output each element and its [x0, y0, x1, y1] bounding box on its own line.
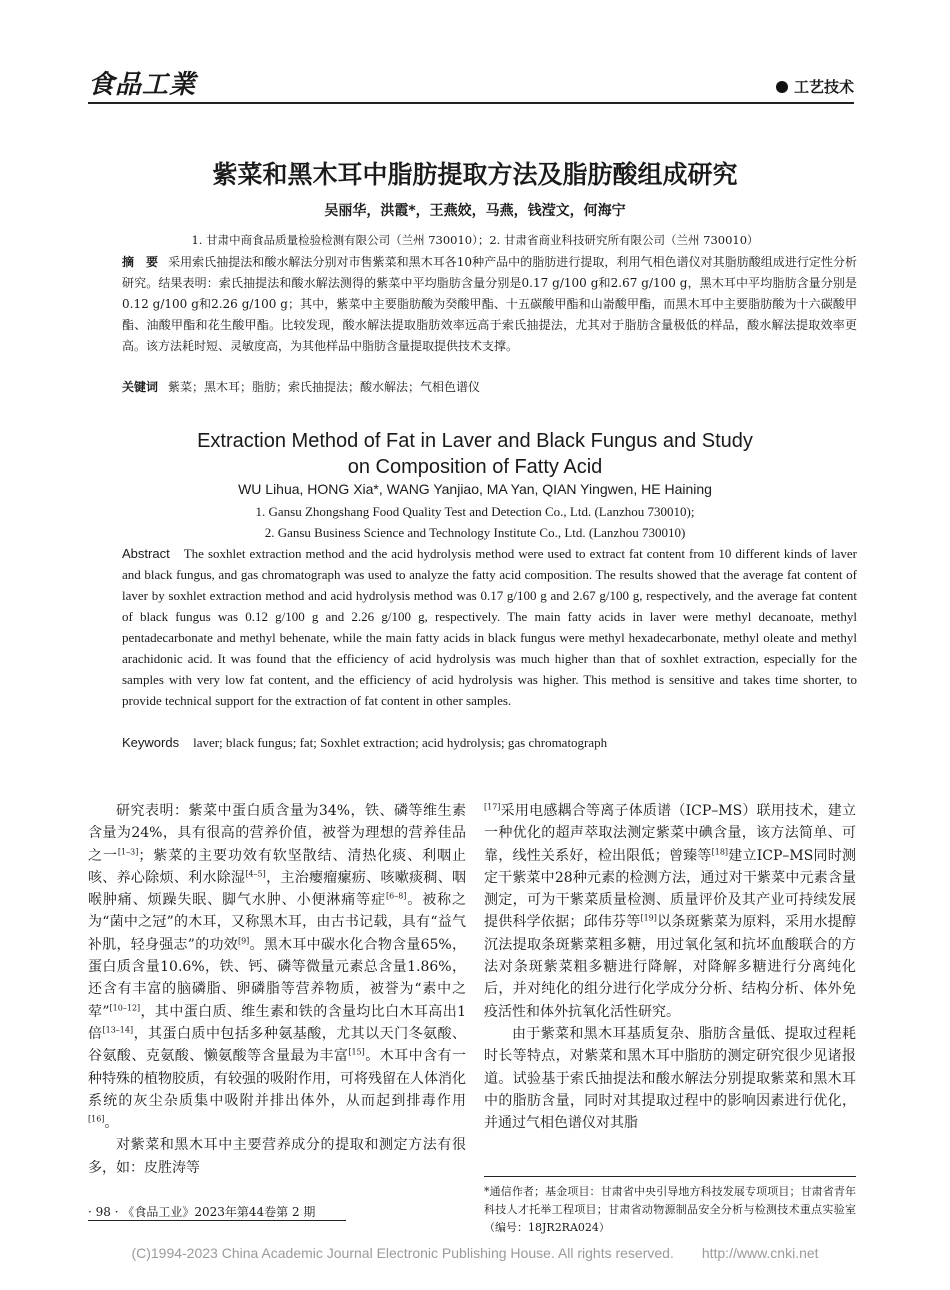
affil-en-2: 2. Gansu Business Science and Technology Institute Co., Ltd. (Lanzhou 730010) — [264, 525, 686, 540]
authors: 吴丽华，洪霞*，王燕姣，马燕，钱滢文，何海宁 — [324, 203, 626, 219]
citation: [6–8] — [385, 891, 407, 901]
footer-rule — [88, 1220, 346, 1221]
journal-logo: 食品工業 — [88, 70, 197, 100]
body-column-left — [88, 800, 466, 1179]
body-paragraph: 研究表明：紫菜中蛋白质含量为34%，铁、磷等维生素含量为24%，具有很高的营养价值，被誉为理想的营养佳品之一[1–3]；紫菜的主要功效有软坚散结、清热化痰、利咽止咳、养心除烦、利水除湿[4–5]，主治瘿瘤瘰疬、咳嗽痰稠、咽喉肿痛、烦躁失眠、脚气水肿、小便淋痛等症[6–8]。被称之为“菌中之冠”的木耳，又称黑木耳，由古书记载，具有“益气补肌，轻身强志”的功效[9]。黑木耳中碳水化合物含量65%，蛋白质含量10.6%，铁、钙、磷等微量元素总含量1.86%，还含有丰富的脑磷脂、卵磷脂等营养物质，被誉为“素中之荤”[10–12]，其中蛋白质、维生素和铁的含量均比白木耳高出1倍[13–14]，其蛋白质中包括多种氨基酸，尤其以天门冬氨酸、谷氨酸、克氨酸、懒氨酸等含量最为丰富[15]。木耳中含有一种特殊的植物胶质，有较强的吸附作用，可将残留在人体消化系统的灰尘杂质集中吸附并排出体外，从而起到排毒作用[16]。 — [88, 803, 467, 1132]
title-en-line2: on Composition of Fatty Acid — [347, 456, 603, 478]
citation: [17] — [484, 802, 501, 812]
keywords-cn — [122, 378, 857, 395]
copyright-watermark: (C)1994-2023 China Academic Journal Electronic Publishing House. All rights reserved. http://www.cnki.net — [131, 1245, 819, 1261]
section-tag — [776, 76, 854, 97]
keywords-en — [122, 735, 857, 751]
affil-en-1: 1. Gansu Zhongshang Food Quality Test and Detection Co., Ltd. (Lanzhou 730010); — [255, 504, 695, 519]
journal-issue: 《食品工业》2023年第44卷第 2 期 — [122, 1205, 316, 1219]
citation: [10–12] — [109, 1003, 141, 1013]
page-number: · 98 · — [88, 1205, 119, 1219]
keywords-cn-text: 紫菜；黑木耳；脂肪；索氏抽提法；酸水解法；气相色谱仪 — [168, 380, 481, 394]
abstract-en — [122, 543, 857, 711]
body-paragraph: 由于紫菜和黑木耳基质复杂、脂肪含量低、提取过程耗时长等特点，对紫菜和黑木耳中脂肪的测定研究很少见诸报道。试验基于索氏抽提法和酸水解法分别提取紫菜和黑木耳中的脂肪含量，同时对其提取过程中的影响因素进行优化，并通过气相色谱仪对其脂 — [484, 1025, 856, 1132]
citation: [9] — [237, 936, 250, 946]
abstract-cn-label: 摘 要 — [122, 255, 159, 269]
citation: [18] — [711, 846, 729, 856]
affiliation: 1. 甘肃中商食品质量检验检测有限公司（兰州 730010）；2. 甘肃省商业科技研究所有限公司（兰州 730010） — [191, 233, 759, 247]
keywords-en-label: Keywords — [122, 735, 180, 750]
abstract-en-label: Abstract — [122, 546, 170, 561]
section-label: 工艺技术 — [793, 78, 854, 96]
title-en-line1: Extraction Method of Fat in Laver and Black Fungus and Study — [197, 430, 753, 452]
body-column-right — [484, 800, 856, 1134]
abstract-cn — [122, 252, 857, 357]
abstract-en-text: The soxhlet extraction method and the acid hydrolysis method were used to extract fat content from 10 different kinds of laver and black fungus, and gas chromatograph was used to analyze the fatty acid composition. The results showed that the average fat content of laver by soxhlet extraction method and acid hydrolysis method was 0.17 g/100 g and 2.67 g/100 g, respectively, and the average fat content of black fungus was 0.12 g/100 g and 2.26 g/100 g, respectively. The main fatty acids in laver were methyl decanoate, methyl pentadecarbonate and methyl behenate, while the main fatty acids in black fungus were methyl hexadecarbonate, methyl oleate and methyl arachidonic acid. It was found that the efficiency of acid hydrolysis was much higher than that of soxhlet extraction, especially for the samples with very low fat content, and the efficiency of acid hydrolysis was higher. This method is sensitive and takes time shorter, to provide technical support for the extraction of fat content in other samples. — [122, 546, 857, 708]
footnote: *通信作者；基金项目：甘肃省中央引导地方科技发展专项项目；甘肃省青年科技人才托举工程项目；甘肃省动物源制品安全分析与检测技术重点实验室（编号：18JR2RA024） — [484, 1185, 856, 1234]
paper-title: 紫菜和黑木耳中脂肪提取方法及脂肪酸组成研究 — [212, 160, 738, 189]
header-rule — [88, 102, 854, 104]
authors-en: WU Lihua, HONG Xia*, WANG Yanjiao, MA Yan, QIAN Yingwen, HE Haining — [238, 481, 712, 497]
citation: [1–3] — [117, 846, 139, 856]
page-footer — [88, 1203, 315, 1220]
body-paragraph: 对紫菜和黑木耳中主要营养成分的提取和测定方法有很多，如：皮胜涛等 — [88, 1137, 466, 1176]
affiliation-en — [0, 501, 950, 543]
footnote-rule — [484, 1176, 856, 1177]
paper-title-en — [0, 428, 950, 480]
citation: [4–5] — [245, 869, 266, 879]
citation: [15] — [348, 1047, 365, 1057]
citation: [13–14] — [102, 1025, 134, 1035]
citation: [16] — [88, 1114, 105, 1124]
citation: [19] — [640, 913, 657, 923]
keywords-cn-label: 关键词 — [122, 380, 159, 394]
keywords-en-text: laver; black fungus; fat; Soxhlet extraction; acid hydrolysis; gas chromatograph — [193, 735, 608, 750]
bullet-icon — [776, 81, 788, 93]
abstract-cn-text: 采用索氏抽提法和酸水解法分别对市售紫菜和黑木耳各10种产品中的脂肪进行提取，利用气相色谱仪对其脂肪酸组成进行定性分析研究。结果表明：索氏抽提法和酸水解法测得的紫菜中平均脂肪含量分别是0.17 g/100 g和2.67 g/100 g，黑木耳中平均脂肪含量分别是0.12 g/100 g和2.26 g/100 g；其中，紫菜中主要脂肪酸为癸酸甲酯、十五碳酸甲酯和山嵛酸甲酯，而黑木耳中主要脂肪酸为十六碳酸甲酯、油酸甲酯和花生酸甲酯。比较发现，酸水解法提取脂肪效率远高于索氏抽提法，尤其对于脂肪含量极低的样品，酸水解法提取效率更高。该方法耗时短、灵敏度高，为其他样品中脂肪含量提取提供技术支撑。 — [122, 255, 857, 353]
body-paragraph-cont: [17]采用电感耦合等离子体质谱（ICP–MS）联用技术，建立一种优化的超声萃取法测定紫菜中碘含量，该方法简单、可靠，线性关系好，检出限低；曾臻等[18]建立ICP–MS同时测定干紫菜中28种元素的检测方法，通过对干紫菜中元素含量测定，可为干紫菜质量检测、质量评价及其产业可持续发展提供科学依据；邱伟芬等[19]以条斑紫菜为原料，采用水提醇沉法提取条斑紫菜粗多糖，用过氧化氢和抗坏血酸联合的方法对条斑紫菜粗多糖进行降解，对降解多糖进行分离纯化后，并对纯化的组分进行化学成分分析、结构分析、体外免疫活性和体外抗氧化活性研究。 — [484, 802, 857, 1020]
